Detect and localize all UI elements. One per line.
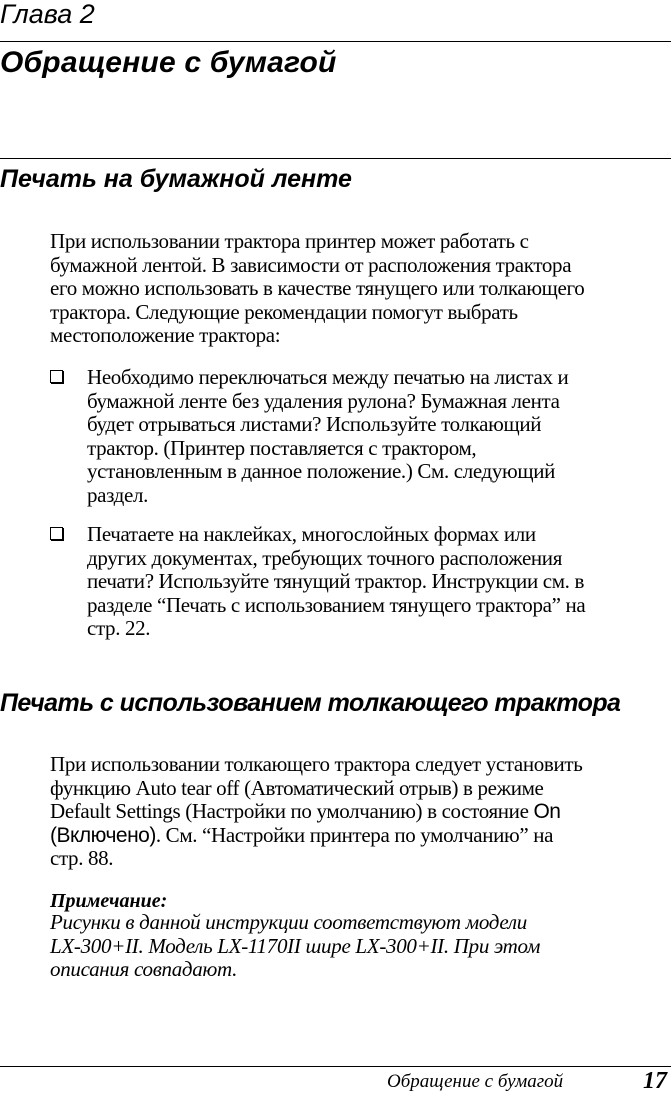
text-line bbox=[50, 824, 671, 848]
page-title: Обращение с бумагой bbox=[0, 46, 337, 79]
header-rule bbox=[0, 41, 671, 42]
note-text bbox=[50, 911, 650, 982]
intro-paragraph bbox=[50, 230, 671, 348]
text-line: стр. 88. bbox=[50, 846, 114, 870]
bullet-item bbox=[50, 523, 671, 641]
footer-title: Обращение с бумагой bbox=[387, 1071, 564, 1092]
text-segment: Default Settings (Настройки по умолчанию) в состояние bbox=[50, 799, 534, 823]
text-line: разделе “Печать с использованием тянущего трактора” на bbox=[87, 592, 586, 617]
text-segment: . См. “Настройки принтера по умолчанию” на bbox=[155, 822, 554, 847]
bullet-item bbox=[50, 366, 671, 507]
text-line: трактора. Следующие рекомендации помогут выбрать bbox=[50, 299, 518, 324]
text-line: Печатаете на наклейках, многослойных формах или bbox=[87, 522, 536, 546]
text-line bbox=[50, 800, 671, 824]
checkbox-bullet-icon bbox=[50, 527, 63, 540]
text-line: При использовании толкающего трактора следует установить bbox=[50, 752, 583, 776]
checkbox-bullet-icon bbox=[50, 370, 63, 383]
text-line: LX-300+II. Модель LX-1170II шире LX-300+II. При этом bbox=[50, 933, 541, 958]
text-line: описания совпадают. bbox=[50, 957, 238, 981]
text-line: его можно использовать в качестве тянущего или толкающего bbox=[50, 276, 585, 300]
text-line: бумажной ленте без удаления рулона? Бумажная лента bbox=[87, 388, 560, 413]
setting-value: On bbox=[533, 800, 561, 823]
footer-rule bbox=[0, 1066, 671, 1067]
text-line: стр. 22. bbox=[87, 616, 151, 640]
text-line: других документах, требующих точного расположения bbox=[87, 545, 563, 570]
chapter-label: Глава 2 bbox=[0, 0, 95, 29]
section-heading-roll-paper: Печать на бумажной ленте bbox=[0, 165, 352, 193]
section-rule bbox=[0, 158, 671, 159]
text-line: бумажной лентой. В зависимости от расположения трактора bbox=[50, 252, 572, 277]
page-number: 17 bbox=[643, 1068, 667, 1094]
section-heading-push-tractor: Печать с использованием толкающего трактора bbox=[0, 689, 621, 717]
text-line: установленным в данное положение.) См. следующий bbox=[87, 459, 555, 483]
setting-value: (Включено) bbox=[50, 823, 156, 847]
text-line: функцию Auto tear off (Автоматический отрыв) в режиме bbox=[50, 775, 544, 800]
text-line: печати? Используйте тянущий трактор. Инструкции см. в bbox=[87, 569, 585, 593]
text-line: трактор. (Принтер поставляется с трактором, bbox=[87, 435, 477, 460]
push-tractor-paragraph bbox=[50, 753, 671, 871]
text-line: Рисунки в данной инструкции соответствуют модели bbox=[50, 910, 527, 934]
note-label: Примечание: bbox=[50, 890, 168, 912]
text-line: будет отрываться листами? Используйте толкающий bbox=[87, 412, 542, 436]
text-line: местоположение трактора: bbox=[50, 323, 281, 347]
text-line: Необходимо переключаться между печатью на листах и bbox=[87, 365, 569, 389]
text-line: При использовании трактора принтер может работать с bbox=[50, 229, 529, 253]
text-line: раздел. bbox=[87, 482, 149, 507]
